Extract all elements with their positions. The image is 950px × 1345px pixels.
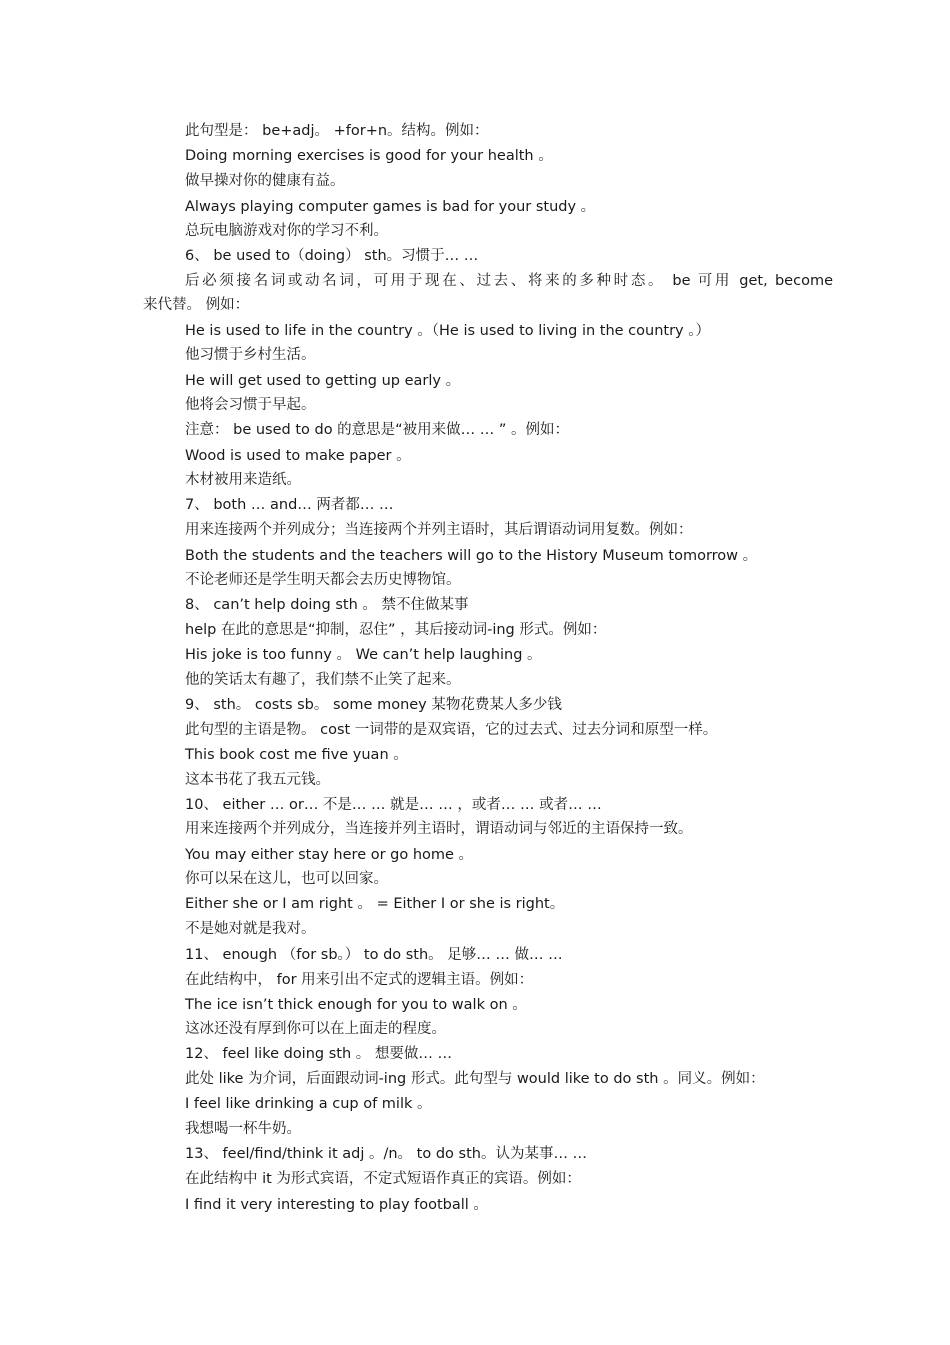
section-heading: 13、 feel/find/think it adj 。/n。 to do sth。认为某事… …: [185, 1146, 588, 1162]
text-line: I feel like drinking a cup of milk 。: [185, 1096, 432, 1112]
text-line: 此句型是： be+adj。 +for+n。结构。例如：: [185, 123, 489, 139]
text-line: 他将会习惯于早起。: [185, 397, 316, 413]
section-heading: 10、 either … or… 不是… … 就是… … ，或者… … 或者… …: [185, 797, 602, 813]
text-line: 你可以呆在这儿，也可以回家。: [185, 871, 388, 887]
text-line: 做早操对你的健康有益。: [185, 173, 345, 189]
section-heading: 9、 sth。 costs sb。 some money 某物花费某人多少钱: [185, 697, 562, 713]
text-line: Wood is used to make paper 。: [185, 448, 411, 464]
text-line: 用来连接两个并列成分；当连接两个并列主语时，其后谓语动词用复数。例如：: [185, 522, 693, 538]
text-line: 他的笑话太有趣了，我们禁不止笑了起来。: [185, 672, 461, 688]
text-line: 这本书花了我五元钱。: [185, 772, 330, 788]
text-line: Doing morning exercises is good for your health 。: [185, 148, 553, 164]
text-line: 木材被用来造纸。: [185, 472, 301, 488]
text-line: 不是她对就是我对。: [185, 921, 316, 937]
text-line: help 在此的意思是“抑制，忍住” ，其后接动词-ing 形式。例如：: [185, 622, 607, 638]
text-line: 后必须接名词或动名词，可用于现在、过去、将来的多种时态。 be 可用 get, become: [185, 273, 833, 289]
section-heading: 7、 both … and… 两者都… …: [185, 497, 394, 513]
text-line: 注意： be used to do 的意思是“被用来做… … ” 。例如：: [185, 422, 570, 438]
text-line: Either she or I am right 。 = Either I or she is right。: [185, 896, 565, 912]
text-line: He will get used to getting up early 。: [185, 373, 461, 389]
text-line: Both the students and the teachers will go to the History Museum tomorrow 。: [185, 548, 758, 564]
text-line: He is used to life in the country 。（He is used to living in the country 。）: [185, 323, 710, 339]
section-heading: 8、 can’t help doing sth 。 禁不住做某事: [185, 597, 469, 613]
text-line: 用来连接两个并列成分，当连接并列主语时，谓语动词与邻近的主语保持一致。: [185, 821, 693, 837]
section-heading: 12、 feel like doing sth 。 想要做… …: [185, 1046, 452, 1062]
text-line: 来代替。 例如：: [143, 297, 250, 313]
text-line: 他习惯于乡村生活。: [185, 347, 316, 363]
text-line: 这冰还没有厚到你可以在上面走的程度。: [185, 1021, 446, 1037]
text-line: 在此结构中， for 用来引出不定式的逻辑主语。例如：: [185, 972, 534, 988]
text-line: 我想喝一杯牛奶。: [185, 1121, 301, 1137]
text-line: 此处 like 为介词，后面跟动词-ing 形式。此句型与 would like to do sth 。同义。例如：: [185, 1071, 765, 1087]
text-line: 总玩电脑游戏对你的学习不利。: [185, 223, 388, 239]
text-line: This book cost me five yuan 。: [185, 747, 408, 763]
section-heading: 6、 be used to（doing） sth。习惯于… …: [185, 248, 479, 264]
text-line: Always playing computer games is bad for your study 。: [185, 199, 596, 215]
text-line: 此句型的主语是物。 cost 一词带的是双宾语，它的过去式、过去分词和原型一样。: [185, 722, 718, 738]
text-line: 不论老师还是学生明天都会去历史博物馆。: [185, 572, 461, 588]
text-line: You may either stay here or go home 。: [185, 847, 474, 863]
text-line: The ice isn’t thick enough for you to walk on 。: [185, 997, 527, 1013]
text-line: His joke is too funny 。 We can’t help laughing 。: [185, 647, 542, 663]
text-line: 在此结构中 it 为形式宾语，不定式短语作真正的宾语。例如：: [185, 1171, 581, 1187]
section-heading: 11、 enough （for sb。） to do sth。 足够… … 做… …: [185, 947, 563, 963]
text-line: I find it very interesting to play football 。: [185, 1197, 488, 1213]
